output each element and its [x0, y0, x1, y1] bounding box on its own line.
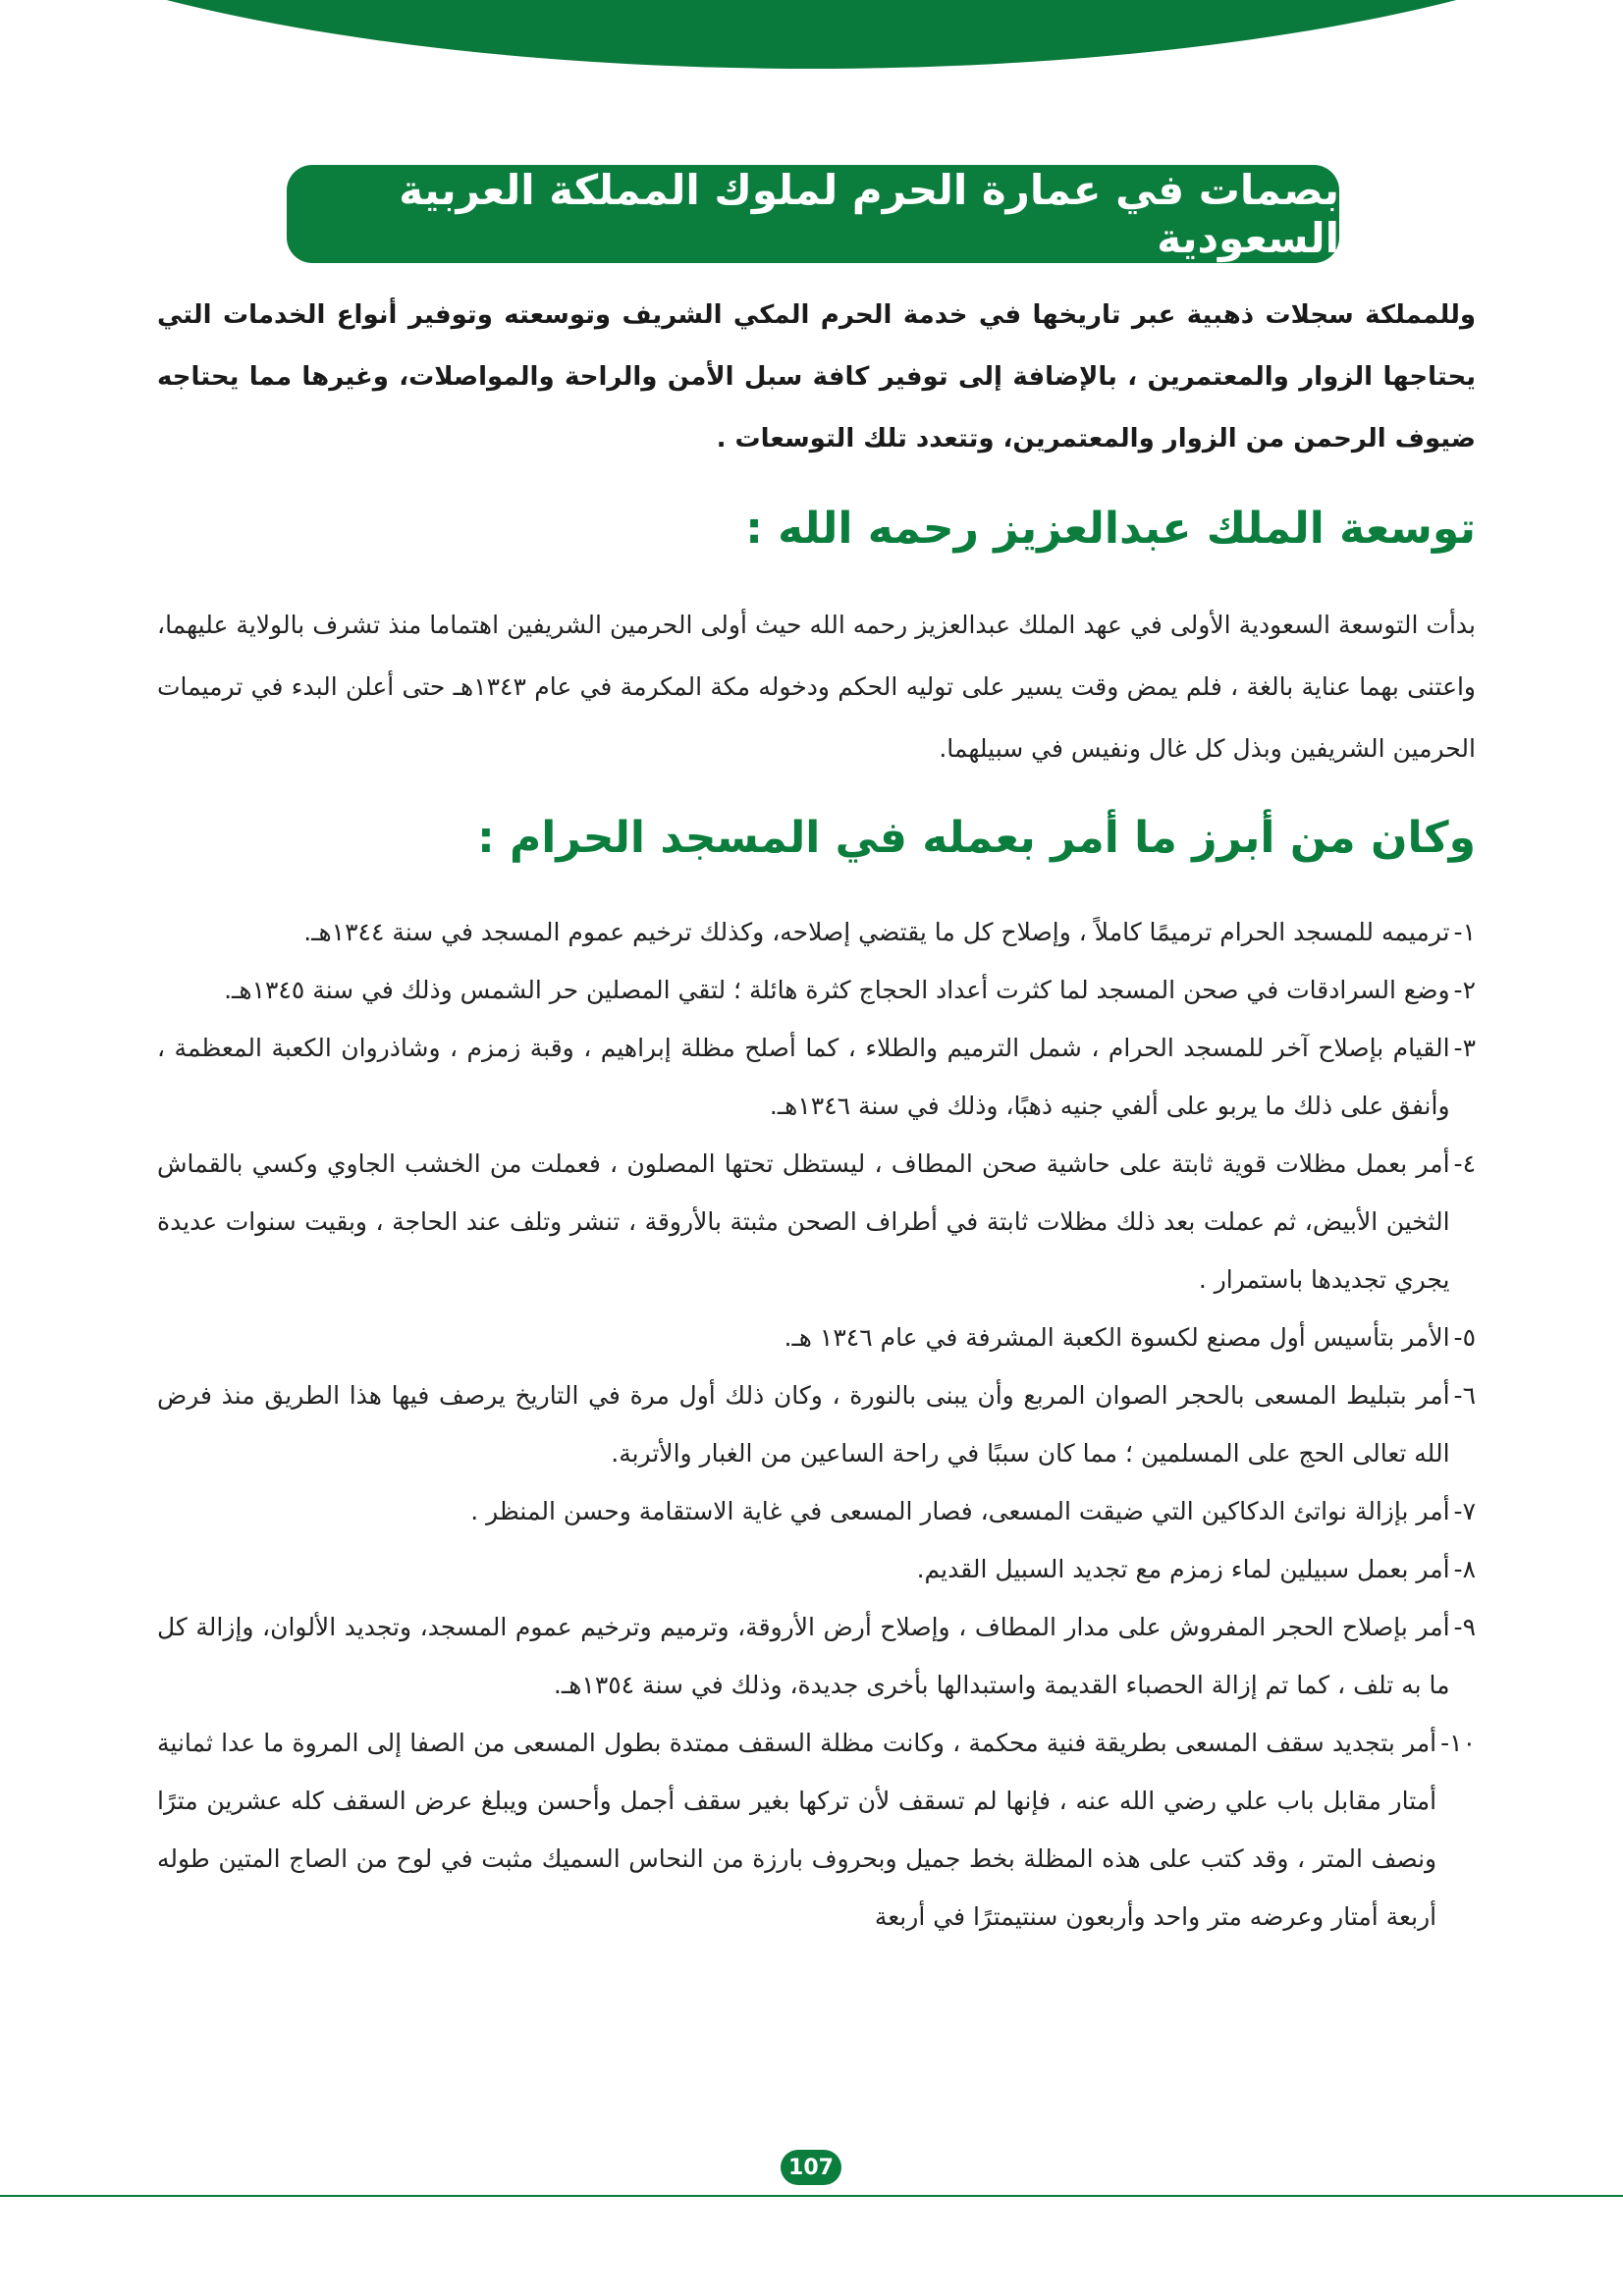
top-decorative-band: [0, 0, 1623, 69]
list-item: [157, 1019, 1476, 1135]
list-item: [157, 961, 1476, 1019]
section-paragraph: بدأت التوسعة السعودية الأولى في عهد الملك عبدالعزيز رحمه الله حيث أولى الحرمين الشريفين اهتماما منذ تشرف بالولاية عليهما، واعتنى بهما عناية بالغة ، فلم يمض وقت يسير على توليه الحكم ودخوله مكة المكرمة في عام ١٣٤٣هـ حتى أعلن البدء في ترميمات الحرمين الشريفين وبذل كل غال ونفيس في سبيلهما.: [157, 611, 1476, 763]
list-item-number: ٥-: [1453, 1323, 1476, 1352]
list-item-number: ٩-: [1453, 1613, 1476, 1641]
list-item-number: ٤-: [1453, 1149, 1476, 1178]
title-banner: [287, 165, 1339, 263]
list-item: [157, 903, 1476, 961]
list-item-text: وضع السرادقات في صحن المسجد لما كثرت أعداد الحجاج كثرة هائلة ؛ لتقي المصلين حر الشمس وذلك في سنة ١٣٤٥هـ.: [224, 976, 1450, 1004]
list-item-text: أمر بتبليط المسعى بالحجر الصوان المربع وأن يبنى بالنورة ، وكان ذلك أول مرة في التاريخ يرصف فيها هذا الطريق منذ فرض الله تعالى الحج على المسلمين ؛ مما كان سببًا في راحة الساعين من الغبار والأتربة.: [157, 1381, 1450, 1468]
list-item-number: ٢-: [1453, 976, 1476, 1004]
main-content: [157, 285, 1476, 1946]
works-list: [157, 903, 1476, 1946]
intro-paragraph: وللمملكة سجلات ذهبية عبر تاريخها في خدمة الحرم المكي الشريف وتوسعته وتوفير أنواع الخدمات التي يحتاجها الزوار والمعتمرين ، بالإضافة إلى توفير كافة سبل الأمن والراحة والمواصلات، وغيرها مما يحتاجه ضيوف الرحمن من الزوار والمعتمرين، وتتعدد تلك التوسعات .: [157, 300, 1476, 454]
list-item-number: ٦-: [1453, 1381, 1476, 1410]
list-item-text: ترميمه للمسجد الحرام ترميمًا كاملاً ، وإصلاح كل ما يقتضي إصلاحه، وكذلك ترخيم عموم المسجد في سنة ١٣٤٤هـ.: [303, 918, 1450, 946]
list-item-text: أمر بتجديد سقف المسعى بطريقة فنية محكمة ، وكانت مظلة السقف ممتدة بطول المسعى من الصفا إلى المروة ما عدا ثمانية أمتار مقابل باب علي رضي الله عنه ، فإنها لم تسقف لأن تركها بغير سقف أجمل وأحسن ويبلغ عرض السقف كله عشرين مترًا ونصف المتر ، وقد كتب على هذه المظلة بخط جميل وبحروف بارزة من النحاس السميك مثبت في لوح من الصاج المتين طوله أربعة أمتار وعرضه متر واحد وأربعون سنتيمترًا في أربعة: [157, 1729, 1437, 1931]
page-number-badge: 107: [781, 2150, 841, 2185]
list-item: [157, 1482, 1476, 1540]
footer-divider: [0, 2195, 1623, 2197]
list-item: [157, 1540, 1476, 1598]
list-item: [157, 1366, 1476, 1482]
list-item-number: ١-: [1453, 918, 1476, 946]
list-item-text: الأمر بتأسيس أول مصنع لكسوة الكعبة المشرفة في عام ١٣٤٦ هـ.: [784, 1323, 1450, 1352]
list-item-text: أمر بإصلاح الحجر المفروش على مدار المطاف ، وإصلاح أرض الأروقة، وترميم وترخيم عموم المسجد، وتجديد الألوان، وإزالة كل ما به تلف ، كما تم إزالة الحصباء القديمة واستبدالها بأخرى جديدة، وذلك في سنة ١٣٥٤هـ.: [157, 1613, 1450, 1699]
list-item-text: القيام بإصلاح آخر للمسجد الحرام ، شمل الترميم والطلاء ، كما أصلح مظلة إبراهيم ، وقبة زمزم ، وشاذروان الكعبة المعظمة ، وأنفق على ذلك ما يربو على ألفي جنيه ذهبًا، وذلك في سنة ١٣٤٦هـ.: [157, 1034, 1450, 1120]
list-item: [157, 1598, 1476, 1714]
list-item-number: ٧-: [1453, 1497, 1476, 1525]
list-item-text: أمر بإزالة نواتئ الدكاكين التي ضيقت المسعى، فصار المسعى في غاية الاستقامة وحسن المنظر .: [470, 1497, 1450, 1525]
list-item-number: ٨-: [1453, 1555, 1476, 1583]
section-heading-works: وكان من أبرز ما أمر بعمله في المسجد الحرام :: [477, 813, 1476, 863]
list-item: [157, 1308, 1476, 1366]
list-item-text: أمر بعمل مظلات قوية ثابتة على حاشية صحن المطاف ، ليستظل تحتها المصلون ، فعملت من الخشب الجاوي وكسي بالقماش الثخين الأبيض، ثم عملت بعد ذلك مظلات ثابتة في أطراف الصحن مثبتة بالأروقة ، تنشر وتلف عند الحاجة ، وبقيت سنوات عديدة يجري تجديدها باستمرار .: [157, 1149, 1450, 1294]
list-item-number: ١٠-: [1440, 1729, 1476, 1757]
list-item-number: ٣-: [1453, 1034, 1476, 1062]
page-title: بصمات في عمارة الحرم لملوك المملكة العربية السعودية: [399, 166, 1339, 262]
section-heading-king-abdulaziz: توسعة الملك عبدالعزيز رحمه الله :: [745, 504, 1476, 554]
list-item: [157, 1714, 1476, 1946]
list-item-text: أمر بعمل سبيلين لماء زمزم مع تجديد السبيل القديم.: [916, 1555, 1450, 1583]
list-item: [157, 1135, 1476, 1308]
